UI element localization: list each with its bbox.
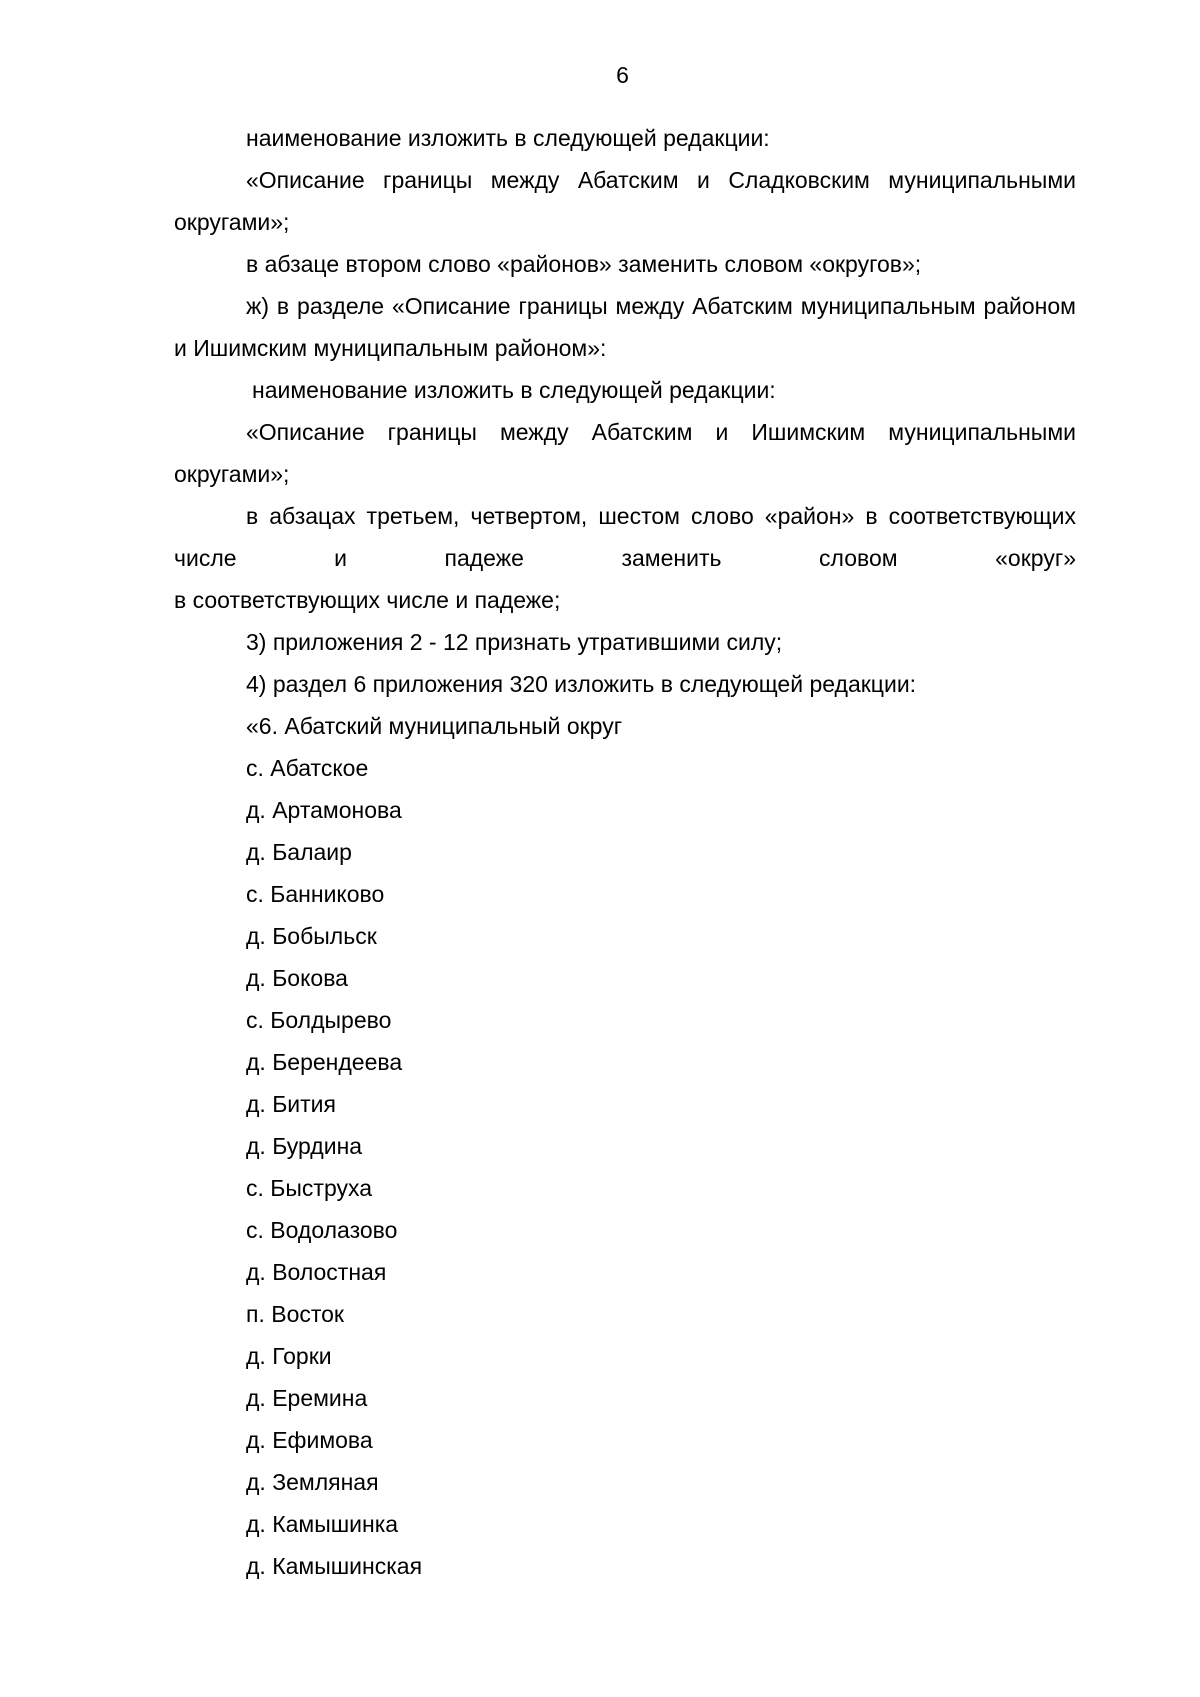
list-item: д. Ефимова bbox=[246, 1427, 373, 1453]
paragraph: «Описание границы между Абатским и Ишимским муниципальными округами»; bbox=[174, 419, 1076, 487]
paragraph: наименование изложить в следующей редакции: bbox=[246, 125, 770, 151]
list-item: п. Восток bbox=[246, 1301, 344, 1327]
document-body bbox=[174, 117, 1076, 1587]
list-item: д. Горки bbox=[246, 1343, 332, 1369]
list-item: д. Волостная bbox=[246, 1259, 387, 1285]
list-item: с. Болдырево bbox=[246, 1007, 392, 1033]
list-item: с. Абатское bbox=[246, 755, 369, 781]
paragraph: 3) приложения 2 - 12 признать утратившими силу; bbox=[246, 629, 783, 655]
list-item: с. Водолазово bbox=[246, 1217, 398, 1243]
list-item: д. Земляная bbox=[246, 1469, 379, 1495]
settlement-list bbox=[174, 747, 1076, 1587]
list-item: д. Бокова bbox=[246, 965, 348, 991]
paragraph: ж) в разделе «Описание границы между Абатским муниципальным районом и Ишимским муниципальным районом»: bbox=[174, 293, 1076, 361]
paragraph: «Описание границы между Абатским и Сладковским муниципальными округами»; bbox=[174, 167, 1076, 235]
list-item: д. Берендеева bbox=[246, 1049, 403, 1075]
list-item: с. Банниково bbox=[246, 881, 385, 907]
paragraph: 4) раздел 6 приложения 320 изложить в следующей редакции: bbox=[246, 671, 917, 697]
list-item: д. Артамонова bbox=[246, 797, 402, 823]
page-number: 6 bbox=[616, 62, 629, 88]
list-item: д. Камышинская bbox=[246, 1553, 423, 1579]
paragraph: наименование изложить в следующей редакции: bbox=[252, 377, 776, 403]
list-item: д. Бития bbox=[246, 1091, 336, 1117]
paragraph: «6. Абатский муниципальный округ bbox=[246, 713, 623, 739]
list-item: д. Еремина bbox=[246, 1385, 368, 1411]
paragraph: в абзаце втором слово «районов» заменить словом «округов»; bbox=[246, 251, 922, 277]
list-item: с. Быструха bbox=[246, 1175, 373, 1201]
list-item: д. Балаир bbox=[246, 839, 352, 865]
list-item: д. Бурдина bbox=[246, 1133, 363, 1159]
paragraph: в абзацах третьем, четвертом, шестом слово «район» в соответствующих числе и падеже заменить словом «округ» bbox=[174, 503, 1076, 571]
list-item: д. Камышинка bbox=[246, 1511, 399, 1537]
list-item: д. Бобыльск bbox=[246, 923, 377, 949]
paragraph: в соответствующих числе и падеже; bbox=[174, 587, 561, 613]
